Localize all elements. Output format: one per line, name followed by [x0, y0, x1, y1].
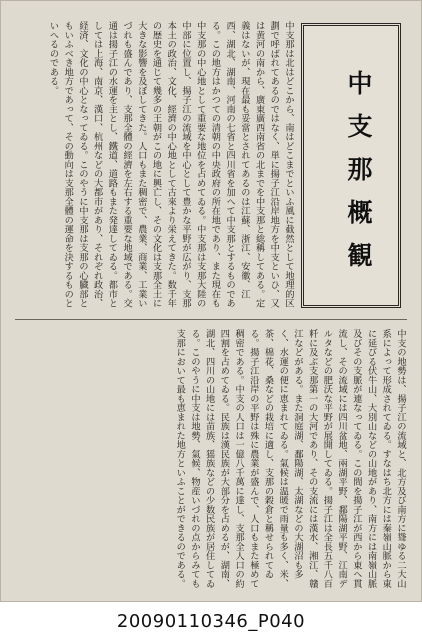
upper-body-text: 中支那は北はどこから、南はどこまでといふ風に截然として地理的区劃で呼ばれてあるのではなく、単に揚子江沿岸地方を中支といひ、又は黄河の南から、廣東廣西南省の北までを中支那と総稱してある。定義はないが、現在最も妥當とされてあるのは江蘇、浙江、安徽、江西、湖北、湖南、河南の七省と四川省を加へて中支那とするものである。この地方はかつての清朝の中央政府の所在地であり、また現在も中支那の中心地として重要な地位を占めてゐる。中支那は支那大陸の中部に位置し、揚子江の流域を中心として豊かな平野が広がり、支那本土の政治、文化、經濟の中心地として古來より栄えてきた。数千年の歴史を通じて幾多の王朝がこの地に興亡し、その文化は支那全土に大きな影響を及ぼしてきた。人口もまた稠密で、農業、商業、工業いづれも盛んであり、支那全體の經濟を左右する重要な地域である。交通は揚子江の水運を主とし、鐵道、道路もまた発達してゐる。都市としては上海、南京、漢口、杭州などの大都市があり、それぞれ政治、経済、文化の中心となってゐる。このやうに中支那は支那の心臓部ともいふべき地方であって、その動向は支那全體の運命を決するものといへるのである。: [47, 21, 294, 308]
title-box: [301, 23, 401, 308]
lower-body-text: 中支の地勢は、揚子江の流域と、北方及び南方に聳ゆる二大山系によって形成されてゐる。すなはち北方には秦嶺山脈から東に延びる伏牛山、大別山などの山地があり、南方には南嶺山脈及びその支脈が連なってゐる。この間を揚子江が西から東へ貫流し、その流域には四川盆地、兩湖平野、鄱陽湖平野、江南デルタなどの肥沃な平野が展開してゐる。揚子江は全長五千八百粁に及ぶ支那第一の大河であり、その支流には漢水、湘江、贛江などがある。また洞庭湖、鄱陽湖、太湖などの大湖沼も多く、水運の便に恵まれてゐる。氣候は温暖で雨量も多く、米、茶、棉花、桑などの栽培に適し、支那の穀倉と稱せられてゐる。揚子江沿岸の平野は殊に農業が盛んで、人口もまた極めて稠密である。中支の人口は一億八千萬に達し、支那全人口の約四割を占めてゐる。民族は漢民族が大部分を占めるが、湖南、湖北、四川の山地には苗族、猺族などの少数民族が居住してゐる。このやうに中支は地勢、氣候、物産いづれの点からみても支那において最も恵まれた地方といふことができるのである。: [174, 329, 406, 588]
section-divider: [15, 319, 407, 320]
image-caption: 20090110346_P040: [116, 611, 306, 632]
page-title: 中支那概観: [344, 70, 373, 285]
